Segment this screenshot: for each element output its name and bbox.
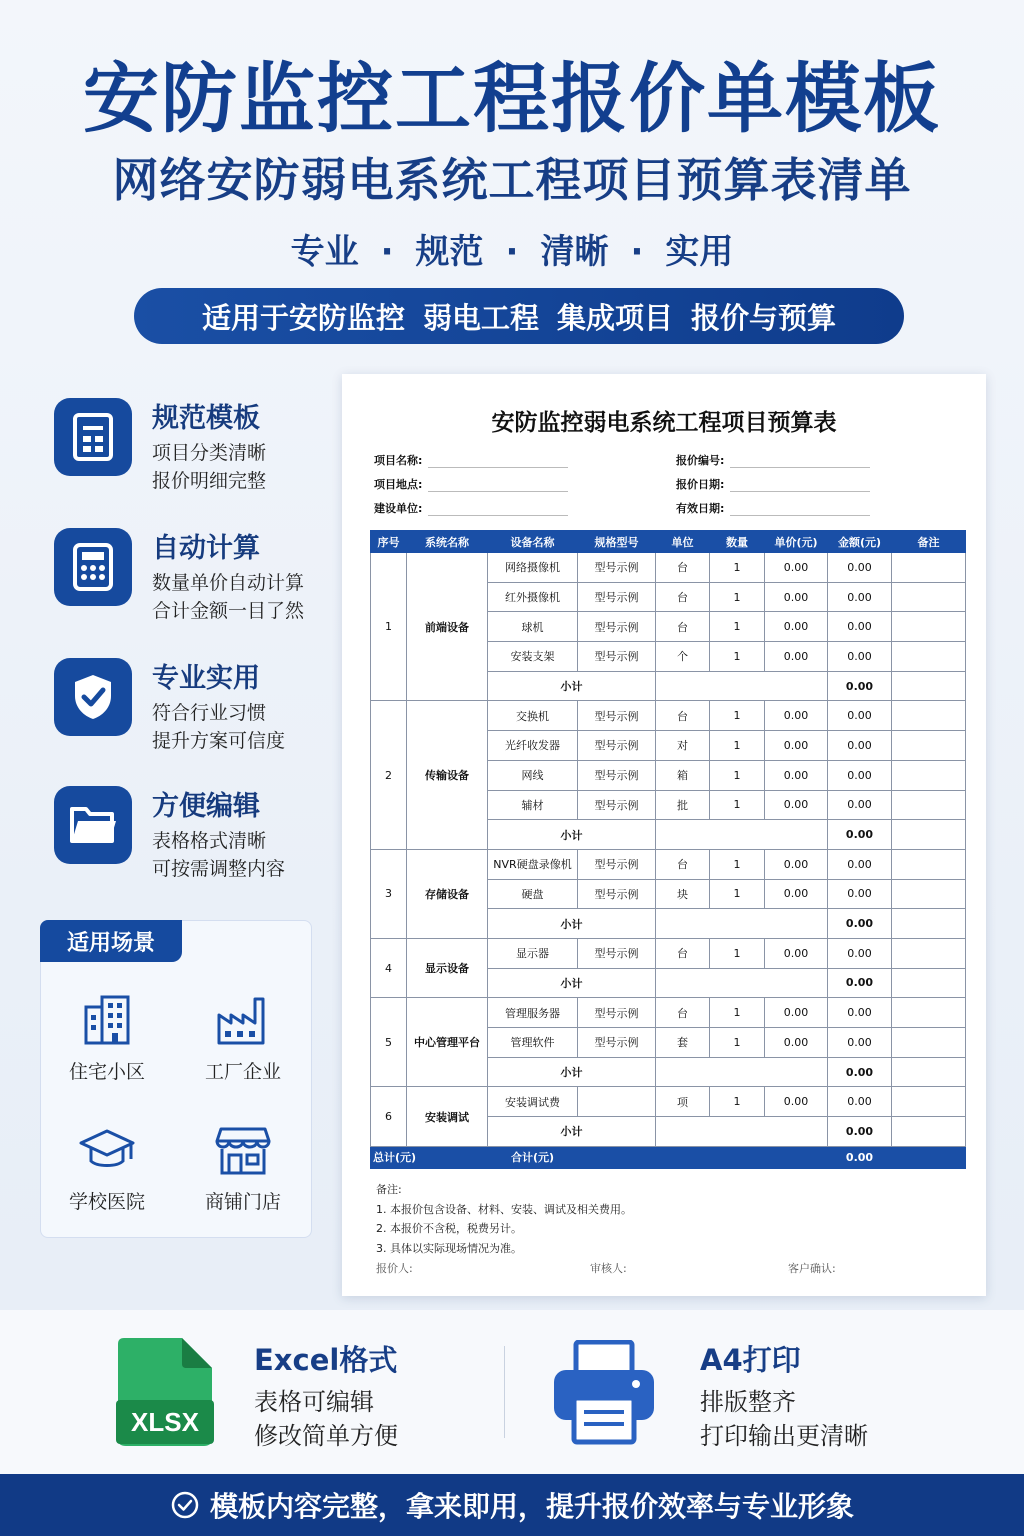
cell-remark xyxy=(892,998,966,1028)
column-header: 备注 xyxy=(892,531,966,553)
meta-project-site xyxy=(374,476,568,492)
feature-title: 规范模板 xyxy=(152,403,260,434)
cell-no: 3 xyxy=(371,849,407,938)
subtotal-value: 0.00 xyxy=(828,909,892,939)
tag-sep: · xyxy=(505,232,519,272)
cell-unit: 台 xyxy=(656,938,710,968)
cell-spec: 型号示例 xyxy=(578,760,656,790)
scene-factory xyxy=(183,993,303,1084)
subtitle: 网络安防弱电系统工程项目预算表清单 xyxy=(112,153,912,207)
cell-price: 0.00 xyxy=(765,790,828,820)
cell-qty: 1 xyxy=(710,731,765,761)
scene-label: 商铺门店 xyxy=(204,1191,281,1213)
subtotal-blank xyxy=(656,1117,828,1147)
cell-remark xyxy=(892,701,966,731)
tagline xyxy=(0,224,1024,273)
cell-qty: 1 xyxy=(710,701,765,731)
banner-item: 报价与预算 xyxy=(691,300,837,335)
cell-price: 0.00 xyxy=(765,1028,828,1058)
cell-remark xyxy=(892,553,966,583)
tag-2: 规范 xyxy=(415,232,484,272)
cell-remark xyxy=(892,642,966,672)
meta-input-line[interactable] xyxy=(730,457,870,468)
calculator-icon xyxy=(54,528,132,606)
cell-qty: 1 xyxy=(710,612,765,642)
cell-remark xyxy=(892,849,966,879)
cell-qty: 1 xyxy=(710,938,765,968)
xlsx-file-icon xyxy=(116,1336,214,1448)
column-header: 设备名称 xyxy=(488,531,578,553)
cell-system: 前端设备 xyxy=(407,553,488,701)
cell-no: 1 xyxy=(371,553,407,701)
factory-icon xyxy=(215,993,271,1047)
cell-system: 存储设备 xyxy=(407,849,488,938)
cell-qty: 1 xyxy=(710,760,765,790)
cell-unit: 台 xyxy=(656,612,710,642)
meta-label: 项目地点: xyxy=(374,478,423,491)
banner-item: 集成项目 xyxy=(557,300,674,335)
cell-unit: 套 xyxy=(656,1028,710,1058)
cell-remark xyxy=(892,909,966,939)
cell-remark xyxy=(892,1117,966,1147)
cell-amount: 0.00 xyxy=(828,998,892,1028)
cell-unit: 项 xyxy=(656,1087,710,1117)
cell-remark xyxy=(892,1028,966,1058)
cell-spec: 型号示例 xyxy=(578,612,656,642)
table-body xyxy=(371,553,966,1169)
cell-no: 5 xyxy=(371,998,407,1087)
cell-device: 辅材 xyxy=(488,790,578,820)
cell-remark xyxy=(892,582,966,612)
printer-icon xyxy=(552,1340,656,1450)
xlsx-badge: XLSX xyxy=(131,1407,199,1437)
cell-unit: 对 xyxy=(656,731,710,761)
cell-remark xyxy=(892,612,966,642)
column-header: 规格型号 xyxy=(578,531,656,553)
sheet-title: 安防监控弱电系统工程项目预算表 xyxy=(491,410,837,436)
cell-qty: 1 xyxy=(710,1028,765,1058)
cell-unit: 箱 xyxy=(656,760,710,790)
cell-unit: 批 xyxy=(656,790,710,820)
feature-desc: 报价明细完整 xyxy=(152,470,267,492)
tag-sep: · xyxy=(380,232,394,272)
table-row xyxy=(371,938,966,968)
feature-standard-template xyxy=(54,396,334,496)
subtotal-label: 小计 xyxy=(488,909,656,939)
footer-text: 模板内容完整，拿来即用，提升报价效率与专业形象 xyxy=(209,1490,854,1523)
cell-amount: 0.00 xyxy=(828,731,892,761)
meta-label: 有效日期: xyxy=(676,502,725,515)
cell-spec: 型号示例 xyxy=(578,731,656,761)
meta-input-line[interactable] xyxy=(730,481,870,492)
feature-desc: 可按需调整内容 xyxy=(152,858,286,880)
cell-remark xyxy=(892,1087,966,1117)
cell-qty: 1 xyxy=(710,553,765,583)
note-line: 1. 本报价包含设备、材料、安装、调试及相关费用。 xyxy=(376,1202,632,1216)
cell-spec: 型号示例 xyxy=(578,582,656,612)
cell-unit: 台 xyxy=(656,998,710,1028)
usage-banner xyxy=(134,288,904,344)
cell-device: 安装支架 xyxy=(488,642,578,672)
scene-shop xyxy=(183,1123,303,1214)
subtotal-value: 0.00 xyxy=(828,1057,892,1087)
cell-price: 0.00 xyxy=(765,938,828,968)
total-row xyxy=(371,1146,966,1168)
feature-desc: 表格格式清晰 xyxy=(152,830,267,852)
format-desc: 排版整齐 xyxy=(700,1388,796,1416)
scene-label: 工厂企业 xyxy=(204,1061,281,1083)
column-header: 序号 xyxy=(371,531,407,553)
cell-spec: 型号示例 xyxy=(578,553,656,583)
main-title: 安防监控工程报价单模板 xyxy=(83,54,941,143)
cell-system: 显示设备 xyxy=(407,938,488,997)
cell-amount: 0.00 xyxy=(828,790,892,820)
cell-no: 2 xyxy=(371,701,407,849)
format-a4-title: A4打印 xyxy=(700,1343,801,1377)
note-line: 2. 本报价不含税，税费另计。 xyxy=(376,1222,522,1235)
cell-qty: 1 xyxy=(710,790,765,820)
scene-label: 住宅小区 xyxy=(68,1061,145,1083)
cell-price: 0.00 xyxy=(765,582,828,612)
meta-label: 报价编号: xyxy=(676,454,725,467)
meta-input-line[interactable] xyxy=(730,505,870,516)
meta-quote-no xyxy=(676,452,870,468)
cell-price: 0.00 xyxy=(765,553,828,583)
subtotal-value: 0.00 xyxy=(828,671,892,701)
notes-title: 备注: xyxy=(376,1183,402,1196)
cell-unit: 台 xyxy=(656,849,710,879)
cell-price: 0.00 xyxy=(765,612,828,642)
feature-desc: 数量单价自动计算 xyxy=(152,572,305,594)
subtotal-label: 小计 xyxy=(488,820,656,850)
cell-device: 管理软件 xyxy=(488,1028,578,1058)
cell-qty: 1 xyxy=(710,642,765,672)
feature-professional xyxy=(54,656,334,756)
scenes-title: 适用场景 xyxy=(40,920,182,962)
cell-remark xyxy=(892,790,966,820)
scene-label: 学校医院 xyxy=(68,1191,145,1213)
document-icon xyxy=(54,398,132,476)
cell-amount: 0.00 xyxy=(828,849,892,879)
quote-sheet xyxy=(342,374,986,1296)
feature-easy-edit xyxy=(54,784,334,884)
cell-spec: 型号示例 xyxy=(578,879,656,909)
total-label: 总计(元) xyxy=(371,1146,488,1168)
meta-input-line[interactable] xyxy=(428,457,568,468)
feature-desc: 项目分类清晰 xyxy=(152,442,267,464)
cell-unit: 块 xyxy=(656,879,710,909)
subtotal-blank xyxy=(656,671,828,701)
cell-device: 网络摄像机 xyxy=(488,553,578,583)
graduation-cap-icon xyxy=(77,1123,137,1177)
column-header: 数量 xyxy=(710,531,765,553)
subtotal-label: 小计 xyxy=(488,671,656,701)
meta-label: 项目名称: xyxy=(374,454,423,467)
cell-amount: 0.00 xyxy=(828,612,892,642)
table-header-row xyxy=(371,531,966,553)
cell-device: 红外摄像机 xyxy=(488,582,578,612)
format-desc: 修改简单方便 xyxy=(254,1422,398,1450)
feature-desc: 提升方案可信度 xyxy=(152,730,286,752)
building-icon xyxy=(80,993,134,1047)
table-row xyxy=(371,553,966,583)
cell-device: 硬盘 xyxy=(488,879,578,909)
column-header: 金额(元) xyxy=(828,531,892,553)
cell-amount: 0.00 xyxy=(828,553,892,583)
meta-input-line[interactable] xyxy=(428,505,568,516)
cell-spec: 型号示例 xyxy=(578,1028,656,1058)
subtotal-blank xyxy=(656,968,828,998)
feature-title: 专业实用 xyxy=(152,663,260,694)
cell-amount: 0.00 xyxy=(828,701,892,731)
notes xyxy=(376,1180,632,1258)
subtotal-blank xyxy=(656,820,828,850)
cell-amount: 0.00 xyxy=(828,760,892,790)
tag-sep: · xyxy=(630,232,644,272)
cell-qty: 1 xyxy=(710,879,765,909)
meta-project-name xyxy=(374,452,568,468)
check-circle-icon xyxy=(170,1490,200,1520)
format-excel-title: Excel格式 xyxy=(254,1343,398,1377)
feature-desc: 符合行业习惯 xyxy=(152,702,267,724)
subtotal-value: 0.00 xyxy=(828,1117,892,1147)
table-row xyxy=(371,1087,966,1117)
cell-amount: 0.00 xyxy=(828,1028,892,1058)
cell-system: 中心管理平台 xyxy=(407,998,488,1087)
cell-price: 0.00 xyxy=(765,642,828,672)
feature-title: 方便编辑 xyxy=(152,791,260,822)
column-header: 单位 xyxy=(656,531,710,553)
cell-qty: 1 xyxy=(710,582,765,612)
cell-price: 0.00 xyxy=(765,760,828,790)
cell-price: 0.00 xyxy=(765,701,828,731)
cell-spec: 型号示例 xyxy=(578,701,656,731)
sign-reviewer: 审核人: xyxy=(590,1262,627,1275)
cell-price: 0.00 xyxy=(765,998,828,1028)
total-blank xyxy=(578,1146,828,1168)
cell-spec: 型号示例 xyxy=(578,938,656,968)
subtotal-blank xyxy=(656,1057,828,1087)
cell-spec: 型号示例 xyxy=(578,790,656,820)
cell-no: 6 xyxy=(371,1087,407,1146)
cell-qty: 1 xyxy=(710,1087,765,1117)
format-divider xyxy=(504,1346,505,1438)
quote-table xyxy=(370,530,966,1169)
table-row xyxy=(371,849,966,879)
meta-quote-date xyxy=(676,476,870,492)
cell-device: NVR硬盘录像机 xyxy=(488,849,578,879)
scene-residential xyxy=(47,993,167,1084)
subtotal-label: 小计 xyxy=(488,1117,656,1147)
folder-icon xyxy=(54,786,132,864)
cell-device: 显示器 xyxy=(488,938,578,968)
cell-device: 网线 xyxy=(488,760,578,790)
cell-remark xyxy=(892,968,966,998)
subtotal-blank xyxy=(656,909,828,939)
cell-spec: 型号示例 xyxy=(578,849,656,879)
cell-amount: 0.00 xyxy=(828,1087,892,1117)
sign-customer: 客户确认: xyxy=(788,1262,836,1275)
note-line: 3. 具体以实际现场情况为准。 xyxy=(376,1241,522,1255)
cell-spec xyxy=(578,1087,656,1117)
meta-label: 建设单位: xyxy=(374,502,423,515)
cell-price: 0.00 xyxy=(765,731,828,761)
footer-banner xyxy=(0,1474,1024,1536)
table-row xyxy=(371,998,966,1028)
cell-system: 传输设备 xyxy=(407,701,488,849)
cell-remark xyxy=(892,879,966,909)
format-desc: 表格可编辑 xyxy=(254,1388,374,1416)
scenes-panel xyxy=(40,920,312,1238)
column-header: 系统名称 xyxy=(407,531,488,553)
format-desc: 打印输出更清晰 xyxy=(700,1422,868,1450)
tag-3: 清晰 xyxy=(540,232,609,272)
cell-qty: 1 xyxy=(710,998,765,1028)
cell-price: 0.00 xyxy=(765,1087,828,1117)
feature-desc: 合计金额一目了然 xyxy=(152,600,305,622)
cell-price: 0.00 xyxy=(765,879,828,909)
feature-title: 自动计算 xyxy=(152,533,260,564)
meta-input-line[interactable] xyxy=(428,481,568,492)
scene-school-hospital xyxy=(47,1123,167,1214)
cell-device: 管理服务器 xyxy=(488,998,578,1028)
subtotal-value: 0.00 xyxy=(828,968,892,998)
cell-device: 球机 xyxy=(488,612,578,642)
meta-label: 报价日期: xyxy=(676,478,725,491)
cell-price: 0.00 xyxy=(765,849,828,879)
cell-remark xyxy=(892,731,966,761)
total-label-2: 合计(元) xyxy=(488,1146,578,1168)
meta-valid-date xyxy=(676,500,870,516)
tag-1: 专业 xyxy=(290,232,359,272)
sign-quoter: 报价人: xyxy=(376,1262,413,1275)
subtotal-label: 小计 xyxy=(488,1057,656,1087)
banner-item: 弱电工程 xyxy=(422,300,539,335)
cell-unit: 台 xyxy=(656,582,710,612)
table-row xyxy=(371,701,966,731)
cell-device: 安装调试费 xyxy=(488,1087,578,1117)
cell-remark xyxy=(892,671,966,701)
cell-remark xyxy=(892,820,966,850)
cell-spec: 型号示例 xyxy=(578,642,656,672)
total-value: 0.00 xyxy=(828,1146,892,1168)
cell-amount: 0.00 xyxy=(828,938,892,968)
cell-qty: 1 xyxy=(710,849,765,879)
cell-unit: 台 xyxy=(656,701,710,731)
cell-amount: 0.00 xyxy=(828,879,892,909)
cell-spec: 型号示例 xyxy=(578,998,656,1028)
feature-auto-calc xyxy=(54,526,334,626)
shield-check-icon xyxy=(54,658,132,736)
cell-unit: 台 xyxy=(656,553,710,583)
subtotal-label: 小计 xyxy=(488,968,656,998)
subtotal-value: 0.00 xyxy=(828,820,892,850)
column-header: 单价(元) xyxy=(765,531,828,553)
cell-unit: 个 xyxy=(656,642,710,672)
cell-device: 交换机 xyxy=(488,701,578,731)
cell-no: 4 xyxy=(371,938,407,997)
tag-4: 实用 xyxy=(665,232,734,272)
banner-item: 适用于安防监控 xyxy=(201,300,405,335)
cell-device: 光纤收发器 xyxy=(488,731,578,761)
cell-system: 安装调试 xyxy=(407,1087,488,1146)
cell-remark xyxy=(892,1057,966,1087)
cell-amount: 0.00 xyxy=(828,582,892,612)
total-remark xyxy=(892,1146,966,1168)
cell-remark xyxy=(892,760,966,790)
meta-builder xyxy=(374,500,568,516)
cell-remark xyxy=(892,938,966,968)
cell-amount: 0.00 xyxy=(828,642,892,672)
shop-icon xyxy=(215,1123,271,1177)
